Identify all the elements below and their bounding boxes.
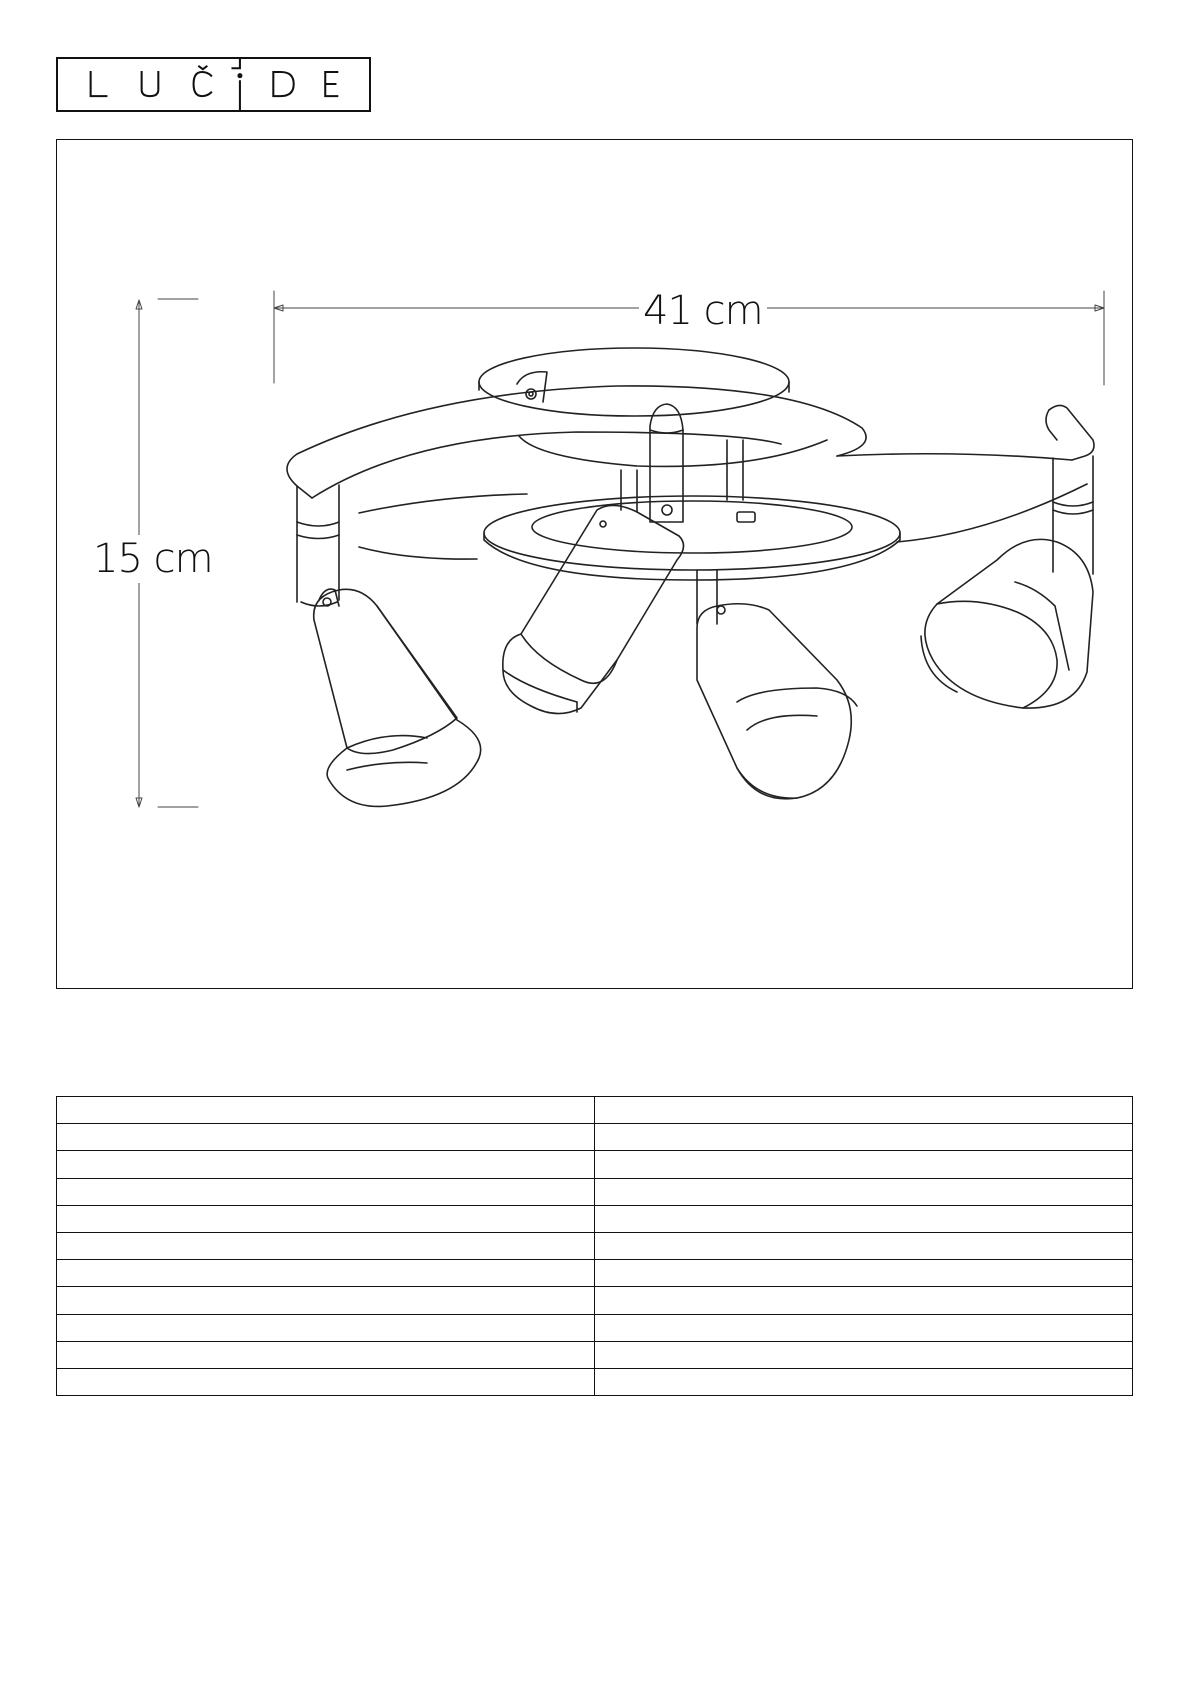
spec-label-cell — [57, 1151, 595, 1178]
spotlight-4 — [921, 539, 1093, 708]
table-row — [57, 1178, 1133, 1205]
table-row — [57, 1287, 1133, 1314]
spec-value-cell — [595, 1260, 1133, 1287]
table-row — [57, 1260, 1133, 1287]
table-row — [57, 1124, 1133, 1151]
spec-label-cell — [57, 1314, 595, 1341]
specification-table — [56, 1096, 1133, 1396]
spotlight-1 — [314, 589, 481, 806]
ceiling-spotlight-drawing — [57, 140, 1134, 990]
spec-value-cell — [595, 1205, 1133, 1232]
spec-label-cell — [57, 1260, 595, 1287]
spec-label-cell — [57, 1124, 595, 1151]
spec-value-cell — [595, 1151, 1133, 1178]
spec-label-cell — [57, 1205, 595, 1232]
spec-value-cell — [595, 1178, 1133, 1205]
spec-label-cell — [57, 1287, 595, 1314]
height-dimension-label: 15 cm — [93, 536, 213, 582]
table-row — [57, 1368, 1133, 1395]
table-row — [57, 1097, 1133, 1124]
table-row — [57, 1205, 1133, 1232]
table-row — [57, 1232, 1133, 1259]
spec-value-cell — [595, 1287, 1133, 1314]
spec-value-cell — [595, 1124, 1133, 1151]
width-dimension-label: 41 cm — [639, 291, 767, 331]
table-row — [57, 1151, 1133, 1178]
spec-value-cell — [595, 1368, 1133, 1395]
spec-value-cell — [595, 1341, 1133, 1368]
table-row — [57, 1341, 1133, 1368]
spec-value-cell — [595, 1097, 1133, 1124]
lucide-logo-mark — [58, 59, 369, 110]
spec-value-cell — [595, 1314, 1133, 1341]
spotlight-2 — [503, 505, 684, 713]
spec-value-cell — [595, 1232, 1133, 1259]
brand-logo — [56, 57, 371, 112]
technical-drawing-frame — [56, 139, 1133, 989]
spec-label-cell — [57, 1097, 595, 1124]
spec-label-cell — [57, 1178, 595, 1205]
spotlight-3 — [697, 604, 857, 799]
spec-label-cell — [57, 1232, 595, 1259]
spec-label-cell — [57, 1341, 595, 1368]
table-row — [57, 1314, 1133, 1341]
spec-label-cell — [57, 1368, 595, 1395]
